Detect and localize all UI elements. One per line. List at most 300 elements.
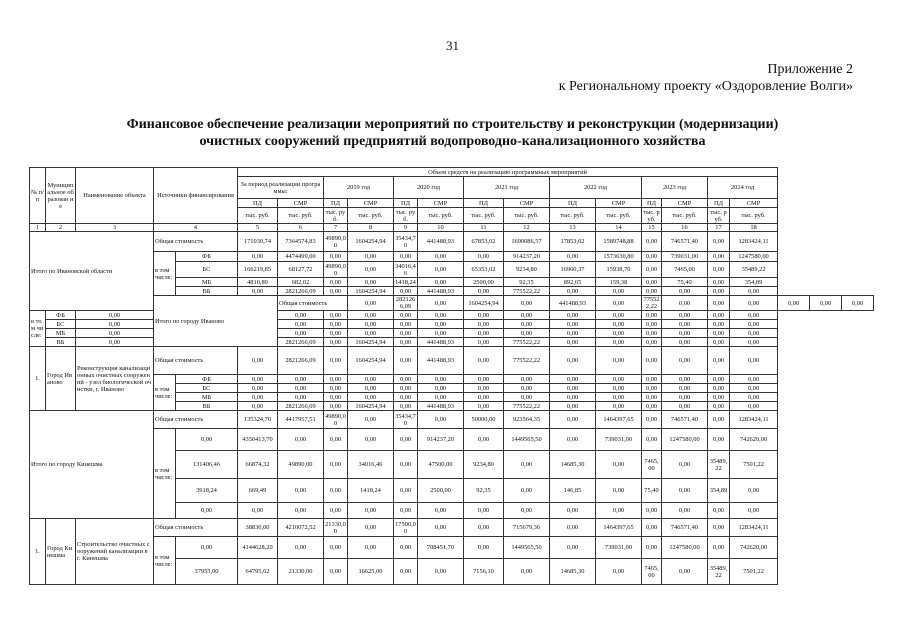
page-number: 31 [446,38,459,53]
value-cell: 775522,22 [504,347,550,375]
value-cell: 0,00 [278,537,324,559]
value-cell: 0,00 [708,384,730,393]
value-cell: 67853,02 [464,232,504,252]
table-row [30,347,874,375]
value-cell: 0,00 [394,384,418,393]
column-number: 1 [30,224,46,232]
value-cell: 0,00 [642,287,662,296]
value-cell: 775522,22 [504,402,550,411]
value-cell: 0,00 [596,393,642,402]
value-cell: 0,00 [730,311,778,320]
value-cell: 0,00 [550,402,596,411]
value-cell: 2500,00 [464,278,504,287]
value-cell: 0,00 [418,252,464,262]
value-cell: 17500,00 [395,520,416,535]
incl-label: в том числе: [30,311,46,347]
value-cell: 0,00 [418,519,464,537]
header-unit: тыс. руб. [394,208,418,224]
column-number: 9 [394,224,418,232]
value-cell: 159,38 [596,278,642,287]
incl-label: в том числе: [154,375,176,411]
value-cell: 0,00 [550,338,596,347]
value-cell: 0,00 [504,384,550,393]
value-cell: 0,00 [662,393,708,402]
value-cell: 0,00 [324,287,348,296]
value-cell: 682,02 [278,278,324,287]
source-vb: ВБ [176,287,238,296]
value-cell: 742620,00 [730,429,778,451]
value-cell: 49890,00 [325,412,346,427]
value-cell: 35489,22 [708,559,730,585]
group-label: Итого по городу Иваново [154,296,278,347]
source-bs: БС [176,262,238,278]
header-object: Наименование объекта [76,168,154,224]
header-pd: ПД [642,199,662,208]
value-cell: 0,00 [348,384,394,393]
total-cost-label: Общая стоимость [154,519,238,537]
value-cell: 2821266,09 [278,287,324,296]
value-cell: 0,00 [504,311,550,320]
value-cell: 75,40 [662,278,708,287]
total-cost-label: Общая стоимость [154,347,238,375]
value-cell: 0,00 [642,278,662,287]
value-cell: 0,00 [708,252,730,262]
column-number: 12 [504,224,550,232]
value-cell: 4144628,20 [238,537,278,559]
source-code: 0,00 [176,429,238,451]
incl-label: в том числе: [154,537,176,585]
source-bs: БС [46,320,76,329]
value-cell: 0,00 [324,347,348,375]
value-cell: 441488,93 [418,338,464,347]
column-numbers-row [30,224,874,232]
value-cell: 0,00 [464,338,504,347]
value-cell: 0,00 [662,375,708,384]
value-cell: 7501,22 [730,451,778,479]
value-cell: 0,00 [238,503,278,519]
document-title [60,116,845,150]
value-cell: 7501,22 [730,559,778,585]
column-number: 7 [324,224,348,232]
value-cell: 47500,00 [418,451,464,479]
value-cell: 0,00 [464,393,504,402]
value-cell: 1283424,11 [730,411,778,429]
value-cell: 1418,24 [348,479,394,503]
value-cell: 0,00 [394,429,418,451]
value-cell: 4474499,00 [278,252,324,262]
source-code: 0,00 [176,503,238,519]
row-number: 1. [30,347,46,411]
header-smr: СМР [418,199,464,208]
value-cell: 0,00 [708,411,730,429]
value-cell: 0,00 [394,252,418,262]
value-cell: 0,00 [324,393,348,402]
value-cell: 0,00 [418,375,464,384]
table-row [30,429,874,451]
value-cell: 739031,00 [596,429,642,451]
value-cell: 0,00 [642,252,662,262]
value-cell: 0,00 [464,252,504,262]
value-cell: 0,00 [238,287,278,296]
value-cell: 14685,30 [550,559,596,585]
header-pd: ПД [238,199,278,208]
header-year-2024: 2024 год [708,177,778,199]
value-cell: 441488,93 [418,232,464,252]
value-cell: 49890,00 [325,262,346,277]
value-cell: 0,00 [504,503,550,519]
value-cell: 0,00 [418,278,464,287]
value-cell: 1604254,94 [348,232,394,252]
value-cell: 0,00 [464,402,504,411]
value-cell: 4810,89 [238,278,278,287]
header-year-2020: 2020 год [394,177,464,199]
value-cell: 75,40 [642,479,662,503]
value-cell: 2821266,09 [394,296,418,311]
value-cell: 0,00 [504,320,550,329]
header-smr: СМР [596,199,642,208]
value-cell: 0,00 [662,329,708,338]
value-cell: 0,00 [324,252,348,262]
title-line-2: очистных сооружений предприятий водопроводно-канализационного хозяйства [199,134,706,149]
value-cell: 0,00 [550,537,596,559]
value-cell: 0,00 [708,347,730,375]
value-cell: 0,00 [324,338,348,347]
value-cell: 35489,22 [730,262,778,278]
table-row [30,411,874,429]
value-cell: 0,00 [642,347,662,375]
value-cell: 17853,02 [550,232,596,252]
value-cell: 0,00 [394,287,418,296]
value-cell: 0,00 [418,329,464,338]
column-number: 3 [76,224,154,232]
value-cell: 38830,00 [238,519,278,537]
value-cell: 0,00 [730,296,778,311]
source-code: 3918,24 [176,479,238,503]
value-cell: 1464397,65 [596,411,642,429]
value-cell: 0,00 [464,519,504,537]
source-mb: МБ [176,278,238,287]
value-cell: 0,00 [730,320,778,329]
value-cell: 1464397,65 [596,519,642,537]
value-cell: 2821266,09 [278,338,324,347]
value-cell: 0,00 [708,232,730,252]
value-cell: 746571,40 [662,411,708,429]
value-cell: 146,85 [550,479,596,503]
value-cell: 50000,00 [464,411,504,429]
value-cell: 354,89 [708,479,730,503]
value-cell: 1604254,94 [348,347,394,375]
value-cell: 0,00 [394,559,418,585]
value-cell: 7465,00 [662,262,708,278]
value-cell: 0,00 [348,252,394,262]
value-cell: 92,35 [464,479,504,503]
municipality-name: Город Иваново [46,347,76,411]
financing-table [29,167,874,585]
value-cell: 0,00 [730,287,778,296]
value-cell: 0,00 [642,262,662,278]
value-cell: 0,00 [504,451,550,479]
value-cell: 0,00 [464,503,504,519]
value-cell: 0,00 [708,519,730,537]
value-cell: 0,00 [348,278,394,287]
value-cell: 9234,80 [504,262,550,278]
value-cell: 2821266,09 [278,347,324,375]
value-cell: 742620,00 [730,537,778,559]
value-cell: 7364574,83 [278,232,324,252]
value-cell: 0,00 [278,503,324,519]
value-cell: 0,00 [596,479,642,503]
value-cell: 7465,00 [642,451,662,479]
value-cell: 0,00 [642,320,662,329]
column-number: 15 [642,224,662,232]
source-mb: МБ [176,393,238,402]
value-cell: 0,00 [596,503,642,519]
value-cell: 892,65 [550,278,596,287]
column-number: 10 [418,224,464,232]
value-cell: 0,00 [642,338,662,347]
column-number: 5 [238,224,278,232]
header-smr: СМР [504,199,550,208]
value-cell: 0,00 [464,347,504,375]
table-row [30,519,874,537]
value-cell: 0,00 [238,384,278,393]
header-unit: тыс. руб. [278,208,324,224]
value-cell: 0,00 [708,329,730,338]
value-cell: 0,00 [278,429,324,451]
value-cell: 0,00 [394,338,418,347]
value-cell: 0,00 [394,320,418,329]
value-cell: 914237,20 [418,429,464,451]
value-cell: 354,89 [730,278,778,287]
header-year-2022: 2022 год [550,177,642,199]
value-cell: 0,00 [464,311,504,320]
value-cell: 0,00 [324,402,348,411]
value-cell: 35489,22 [708,451,730,479]
value-cell: 775522,22 [642,296,662,311]
value-cell: 1690086,57 [504,232,550,252]
header-smr: СМР [278,199,324,208]
title-line-1: Финансовое обеспечение реализации мероприятий по строительству и реконструкции (модернизации) [126,117,779,132]
value-cell: 739031,00 [662,252,708,262]
value-cell: 0,00 [324,429,348,451]
value-cell: 0,00 [596,296,642,311]
value-cell: 0,00 [348,375,394,384]
value-cell: 0,00 [708,375,730,384]
value-cell: 0,00 [550,329,596,338]
value-cell: 0,00 [278,384,324,393]
value-cell: 0,00 [324,384,348,393]
value-cell: 0,00 [278,329,324,338]
value-cell: 0,00 [550,384,596,393]
value-cell: 0,00 [730,329,778,338]
value-cell: 0,00 [550,393,596,402]
header-smr: СМР [348,199,394,208]
value-cell: 1283424,11 [730,232,778,252]
value-cell: 7156,10 [464,559,504,585]
value-cell: 0,00 [394,479,418,503]
header-pd: ПД [550,199,596,208]
value-cell: 0,00 [642,402,662,411]
value-cell: 0,00 [730,338,778,347]
value-cell: 0,00 [464,375,504,384]
header-unit: тыс. руб. [418,208,464,224]
value-cell: 0,00 [730,347,778,375]
value-cell: 0,00 [550,411,596,429]
value-cell: 135324,70 [238,411,278,429]
value-cell: 0,00 [662,479,708,503]
value-cell: 0,00 [348,411,394,429]
value-cell: 0,00 [550,429,596,451]
source-vb: ВБ [176,402,238,411]
group-label: Итого по Ивановской области [30,232,154,311]
source-mb: МБ [46,329,76,338]
value-cell: 0,00 [730,393,778,402]
value-cell: 15938,70 [596,262,642,278]
value-cell: 0,00 [348,503,394,519]
value-cell: 0,00 [730,479,778,503]
header-pd: ПД [708,199,730,208]
value-cell: 0,00 [324,329,348,338]
value-cell: 0,00 [504,479,550,503]
value-cell: 0,00 [730,503,778,519]
group-label: Итого по городу Кинешма [30,411,154,519]
table-row [30,537,874,559]
column-number: 16 [662,224,708,232]
value-cell: 0,00 [394,451,418,479]
value-cell: 0,00 [708,429,730,451]
value-cell: 775522,22 [504,287,550,296]
value-cell: 0,00 [464,384,504,393]
header-pd: ПД [394,199,418,208]
value-cell: 0,00 [642,384,662,393]
header-period: За период реализации программы: [238,177,324,199]
value-cell: 0,00 [662,311,708,320]
value-cell: 0,00 [708,278,730,287]
municipality-name: Город Кинешма [46,519,76,585]
value-cell: 171030,74 [238,232,278,252]
value-cell: 34016,46 [348,451,394,479]
value-cell: 441488,93 [418,347,464,375]
column-number: 13 [550,224,596,232]
value-cell: 923564,35 [504,411,550,429]
value-cell: 0,00 [550,320,596,329]
value-cell: 0,00 [238,252,278,262]
value-cell: 441488,93 [550,296,596,311]
value-cell: 0,00 [708,320,730,329]
header-smr: СМР [662,199,708,208]
value-cell: 0,00 [662,451,708,479]
value-cell: 16960,37 [550,262,596,278]
row-number: 1. [30,519,46,585]
source-fb: ФБ [176,375,238,384]
column-number: 2 [46,224,76,232]
value-cell: 0,00 [596,402,642,411]
value-cell: 0,00 [596,329,642,338]
column-number: 17 [708,224,730,232]
value-cell: 0,00 [348,519,394,537]
header-volume: Объем средств на реализацию программных мероприятий [238,168,778,177]
value-cell: 0,00 [596,347,642,375]
value-cell: 0,00 [642,429,662,451]
column-number: 18 [730,224,778,232]
value-cell: 0,00 [642,537,662,559]
header-unit: тыс. руб. [348,208,394,224]
table-header [30,168,874,232]
value-cell: 0,00 [394,393,418,402]
value-cell: 66874,32 [238,451,278,479]
value-cell: 0,00 [394,347,418,375]
value-cell: 1247580,00 [662,537,708,559]
table-row [30,296,874,311]
value-cell: 0,00 [348,537,394,559]
value-cell: 0,00 [464,537,504,559]
source-code: 0,00 [176,537,238,559]
source-code: 131406,46 [176,451,238,479]
value-cell: 0,00 [464,320,504,329]
value-cell: 0,00 [662,287,708,296]
value-cell: 0,00 [238,402,278,411]
source-vb: ВБ [46,338,76,347]
value-cell: 1589748,88 [596,232,642,252]
value-cell: 0,00 [708,287,730,296]
value-cell: 9234,80 [464,451,504,479]
value-cell: 0,00 [418,320,464,329]
value-cell: 0,00 [662,347,708,375]
value-cell: 34016,46 [395,262,416,277]
value-cell: 0,00 [418,559,464,585]
header-unit: тыс. руб. [504,208,550,224]
value-cell: 0,00 [418,311,464,320]
value-cell: 0,00 [596,320,642,329]
value-cell: 49890,00 [278,451,324,479]
value-cell: 441488,93 [418,287,464,296]
header-num: № п/п [30,168,46,224]
value-cell: 4210072,52 [278,519,324,537]
value-cell: 441488,93 [418,402,464,411]
value-cell: 0,00 [464,287,504,296]
value-cell: 1283424,11 [730,519,778,537]
total-cost-label: Общая стоимость [278,296,348,311]
value-cell: 0,00 [348,262,394,278]
value-cell: 0,00 [238,393,278,402]
value-cell: 1604254,94 [464,296,504,311]
value-cell: 2500,00 [418,479,464,503]
column-number: 6 [278,224,324,232]
value-cell: 1247580,00 [662,429,708,451]
value-cell: 0,00 [76,311,154,320]
header-unit: тыс. руб. [550,208,596,224]
header-unit: тыс. руб. [708,208,730,224]
value-cell: 0,00 [596,311,642,320]
value-cell: 0,00 [324,375,348,384]
table-row [30,375,874,384]
value-cell: 1604254,94 [348,338,394,347]
value-cell: 0,00 [708,503,730,519]
value-cell: 0,00 [394,503,418,519]
column-number: 4 [154,224,238,232]
value-cell: 64795,62 [238,559,278,585]
value-cell: 4417957,51 [278,411,324,429]
value-cell: 739031,00 [596,537,642,559]
value-cell: 68127,72 [278,262,324,278]
value-cell: 0,00 [596,559,642,585]
value-cell: 0,00 [278,320,324,329]
header-unit: тыс. руб. [730,208,778,224]
value-cell: 0,00 [550,311,596,320]
value-cell: 0,00 [708,311,730,320]
value-cell: 669,49 [238,479,278,503]
value-cell: 914237,20 [504,252,550,262]
